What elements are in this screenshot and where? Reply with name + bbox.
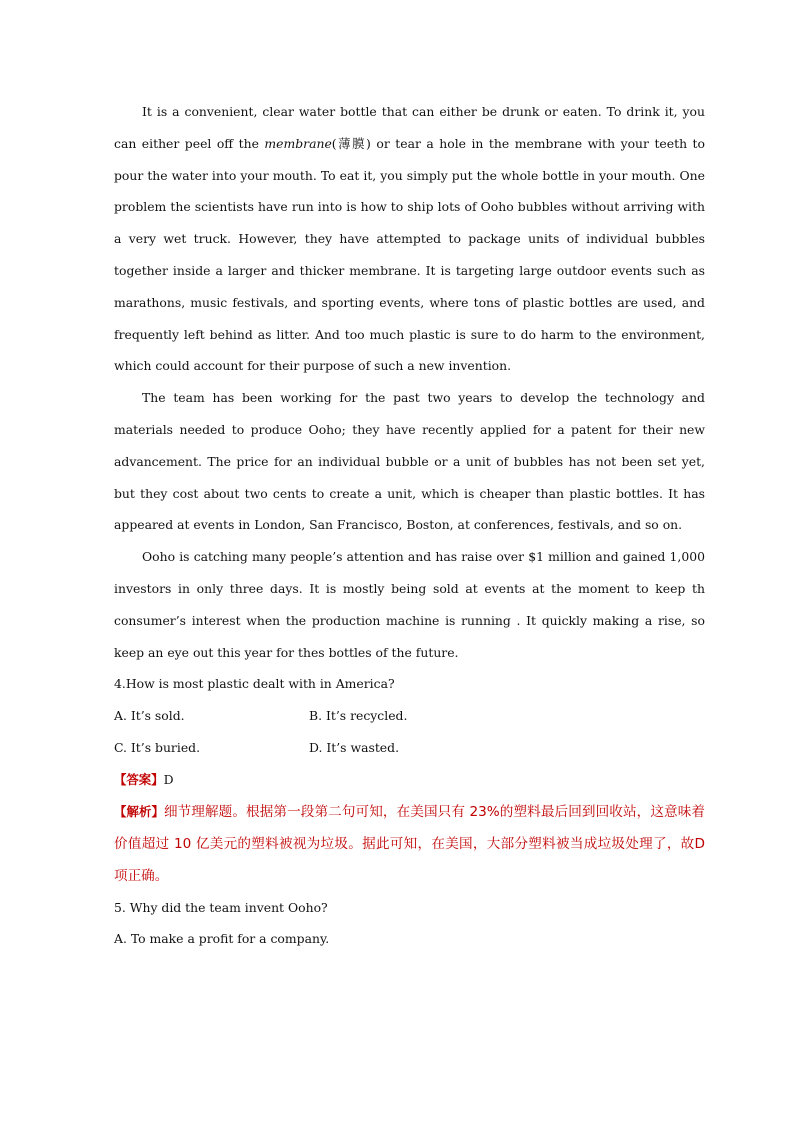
question-5-option-a: A. To make a profit for a company. [114, 931, 330, 947]
question-4-option-c: C. It’s buried. [114, 739, 201, 755]
question-4: 4.How is most plastic dealt with in America? [114, 676, 395, 692]
analysis-text: 细节理解题。根据第一段第二句可知，在美国只有 23%的塑料最后回到回收站，这意味着价值超过 10 亿美元的塑料被视为垃圾。据此可知，在美国，大部分塑料被当成垃圾处理了，故D项正确。 [114, 803, 705, 884]
answer-tag: 【答案】 [114, 771, 164, 787]
passage-paragraph-3: Ooho is catching many people’s attention and has raise over $1 million and gained 1,000 investors in only three days. It is mostly being sold at events at the moment to keep th consumer’s interest when the production machine is running . It quickly making a rise, so keep an eye out this year for thes bottles of the future. [114, 549, 705, 660]
passage-paragraph-2: The team has been working for the past two years to develop the technology and materials needed to produce Ooho; they have recently applied for a patent for their new advancement. The price for an individual bubble or a unit of bubbles has not been set yet, but they cost about two cents to create a unit, which is cheaper than plastic bottles. It has appeared at events in London, San Francisco, Boston, at conferences, festivals, and so on. [114, 390, 705, 533]
question-4-options-row-1 [114, 700, 705, 732]
passage-paragraph-1-text-b: or tear a hole in the membrane with your teeth to pour the water into your mouth. To eat it, you simply put the whole bottle in your mouth. One problem the scientists have run into is how to ship lots of Ooho bubbles without arriving with a very wet truck. However, they have attempted to package units of individual bubbles together inside a larger and thicker membrane. It is targeting large outdoor events such as marathons, music festivals, and sporting events, where tons of plastic bottles are used, and frequently left behind as litter. And too much plastic is sure to do harm to the environment, which could account for their purpose of such a new invention. [114, 135, 705, 374]
analysis-tag: 【解析】 [114, 803, 164, 819]
question-4-answer [114, 764, 705, 796]
passage-paragraph-1 [114, 96, 705, 382]
question-4-options-row-2 [114, 732, 705, 764]
membrane-gloss: (薄膜) [331, 135, 371, 151]
document-page [114, 96, 705, 955]
membrane-term: membrane [264, 135, 332, 151]
passage-paragraph-1-text-a: It is a convenient, clear water bottle that can either be drunk or eaten. To drink it, you can either peel off the [114, 104, 705, 151]
question-4-option-b: B. It’s recycled. [309, 708, 408, 724]
answer-value: D [163, 771, 174, 787]
question-4-option-a: A. It’s sold. [114, 708, 185, 724]
question-4-option-d: D. It’s wasted. [309, 739, 400, 755]
question-4-analysis [114, 796, 705, 892]
question-5: 5. Why did the team invent Ooho? [114, 899, 328, 915]
